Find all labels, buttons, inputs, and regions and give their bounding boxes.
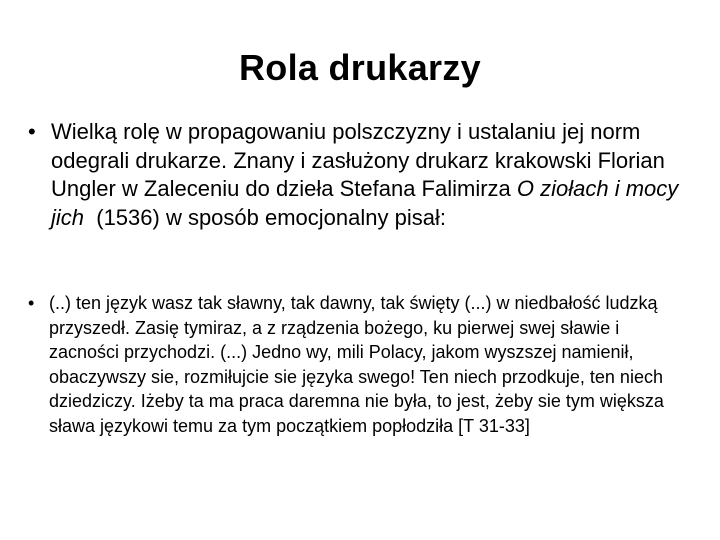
bullet-text-1-before: Wielką rolę w propagowaniu polszczyzny i ustalaniu jej norm odegrali drukarze. Znany i zasłużony drukarz krakowski Florian Ungler w Zaleceniu do dzieła Stefana Falimirza bbox=[51, 119, 665, 201]
bullet-icon: • bbox=[28, 293, 35, 313]
bullet-text-1 bbox=[51, 118, 688, 232]
bullet-item-1 bbox=[28, 118, 688, 232]
slide-title: Rola drukarzy bbox=[239, 47, 481, 88]
bullet-text-2: (..) ten język wasz tak sławny, tak dawny, tak święty (...) w niedbałość ludzką przyszedł. Zasię tymiraz, a z rządzenia bożego, ku pierwej swej sławie i zacności przychodzi. (...) Jedno wy, mili Polacy, jakom wyszszej namienił, obaczywszy sie, rozmiłujcie sie języka swego! Ten niech przodkuje, ten niech dziedziczy. Iżeby ta ma praca daremna nie była, to jest, żeby sie tym większa sława językowi temu za tym początkiem popłodziła [T 31-33] bbox=[49, 293, 664, 436]
bullet-text-1-after: (1536) w sposób emocjonalny pisał: bbox=[84, 204, 446, 230]
book-title: O ziołach i mocy jich bbox=[51, 176, 679, 230]
bullet-item-2 bbox=[28, 291, 688, 438]
bullet-icon: • bbox=[28, 119, 36, 144]
